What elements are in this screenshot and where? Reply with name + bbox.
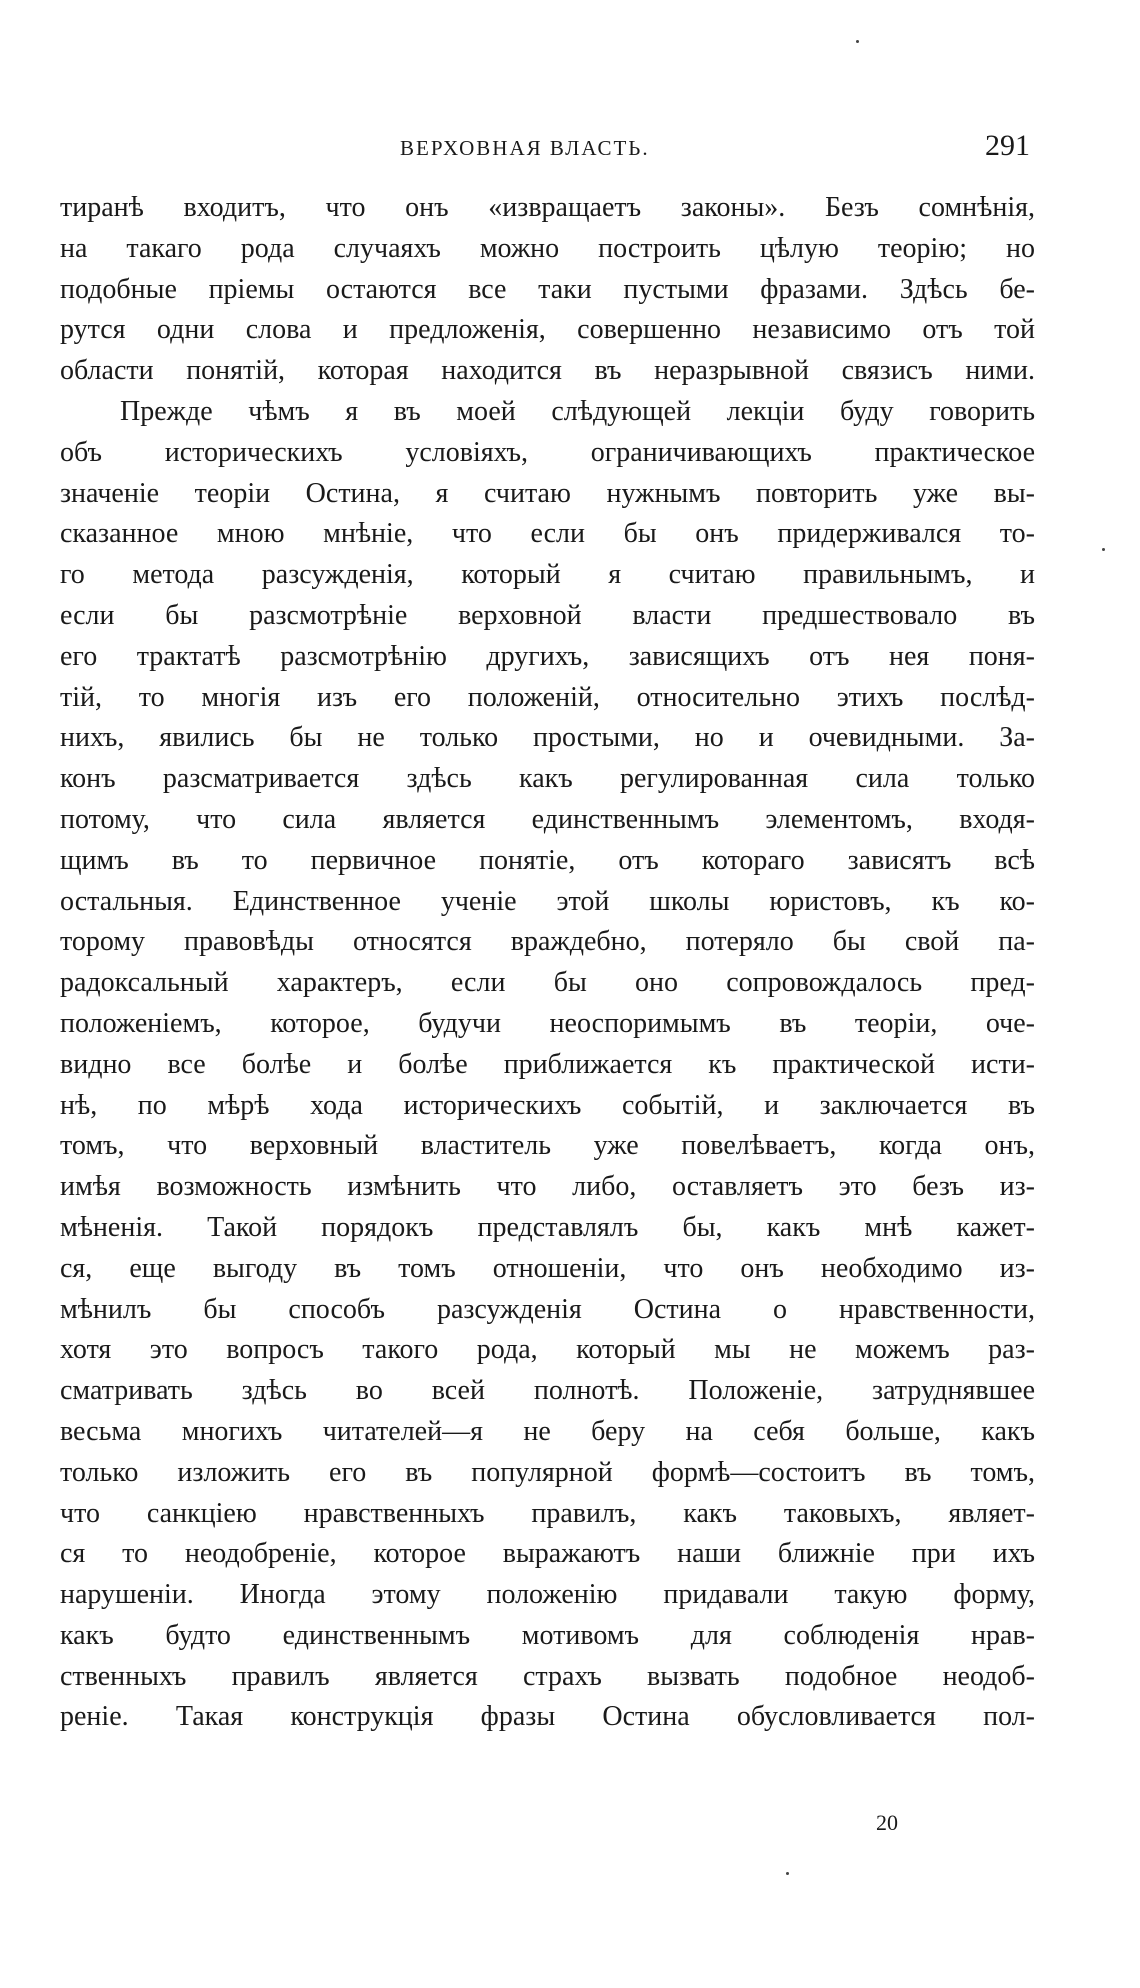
- text-line: нѣ, по мѣрѣ хода историческихъ событій, и заключается въ: [60, 1089, 1035, 1121]
- text-line: на такаго рода случаяхъ можно построить цѣлую теорію; но: [60, 232, 1035, 264]
- text-line: объ историческихъ условіяхъ, ограничивающихъ практическое: [60, 436, 1035, 468]
- text-line: реніе. Такая конструкція фразы Остина обусловливается пол-: [60, 1701, 1035, 1733]
- body-text: [60, 188, 1035, 1738]
- text-line: какъ будто единственнымъ мотивомъ для соблюденія нрав-: [60, 1619, 1035, 1651]
- text-line: мѣнилъ бы способъ разсужденія Остина о нравственности,: [60, 1293, 1035, 1325]
- text-line: рутся одни слова и предложенія, совершенно независимо отъ той: [60, 314, 1035, 346]
- running-head: [60, 128, 1030, 168]
- text-line: видно все болѣе и болѣе приближается къ практической исти-: [60, 1048, 1035, 1080]
- ink-speck: [856, 40, 859, 43]
- text-line: потому, что сила является единственнымъ элементомъ, входя-: [60, 803, 1035, 835]
- text-line: ся то неодобреніе, которое выражаютъ наши ближніе при ихъ: [60, 1538, 1035, 1570]
- paragraph-first-line: Прежде чѣмъ я въ моей слѣдующей лекціи буду говорить: [120, 395, 1035, 427]
- text-line: положеніемъ, которое, будучи неоспоримымъ въ теоріи, оче-: [60, 1007, 1035, 1039]
- text-line: если бы разсмотрѣніе верховной власти предшествовало въ: [60, 599, 1035, 631]
- text-line: конъ разсматривается здѣсь какъ регулированная сила только: [60, 763, 1035, 795]
- text-line: подобные пріемы остаются все таки пустыми фразами. Здѣсь бе-: [60, 273, 1035, 305]
- page-number: 291: [985, 129, 1030, 162]
- text-line: сказанное мною мнѣніе, что если бы онъ придерживался то-: [60, 518, 1035, 550]
- text-line: сматривать здѣсь во всей полнотѣ. Положеніе, затруднявшее: [60, 1375, 1035, 1407]
- text-line: значеніе теоріи Остина, я считаю нужнымъ повторить уже вы-: [60, 477, 1035, 509]
- text-line: тиранѣ входитъ, что онъ «извращаетъ законы». Безъ сомнѣнія,: [60, 192, 1035, 223]
- text-line: тій, то многія изъ его положеній, относительно этихъ послѣд-: [60, 681, 1035, 713]
- text-line: щимъ въ то первичное понятіе, отъ котораго зависятъ всѣ: [60, 844, 1035, 876]
- text-line: мѣненія. Такой порядокъ представлялъ бы, какъ мнѣ кажет-: [60, 1211, 1035, 1243]
- text-line: хотя это вопросъ такого рода, который мы не можемъ раз-: [60, 1334, 1035, 1366]
- text-line: остальныя. Единственное ученіе этой школы юристовъ, къ ко-: [60, 885, 1035, 917]
- text-line: нарушеніи. Иногда этому положенію придавали такую форму,: [60, 1579, 1035, 1611]
- text-line: ся, еще выгоду въ томъ отношеніи, что онъ необходимо из-: [60, 1252, 1035, 1284]
- text-line: что санкціею нравственныхъ правилъ, какъ таковыхъ, являет-: [60, 1497, 1035, 1529]
- text-line: го метода разсужденія, который я считаю правильнымъ, и: [60, 559, 1035, 591]
- text-line: весьма многихъ читателей—я не беру на себя больше, какъ: [60, 1415, 1035, 1447]
- ink-speck: [1102, 548, 1105, 551]
- text-line: имѣя возможность измѣнить что либо, оставляетъ это безъ из-: [60, 1171, 1035, 1203]
- signature-mark: 20: [876, 1810, 898, 1835]
- text-line: нихъ, явились бы не только простыми, но и очевидными. За-: [60, 722, 1035, 754]
- text-line: области понятій, которая находится въ неразрывной связисъ ними.: [60, 355, 1035, 387]
- text-line: ственныхъ правилъ является страхъ вызвать подобное неодоб-: [60, 1660, 1035, 1692]
- ink-speck: [786, 1872, 789, 1875]
- text-line: томъ, что верховный властитель уже повелѣваетъ, когда онъ,: [60, 1130, 1035, 1162]
- text-line: только изложить его въ популярной формѣ—состоитъ въ томъ,: [60, 1456, 1035, 1488]
- running-title: ВЕРХОВНАЯ ВЛАСТЬ.: [400, 136, 650, 160]
- text-line: его трактатѣ разсмотрѣнію другихъ, зависящихъ отъ нея поня-: [60, 640, 1035, 672]
- text-line: радоксальный характеръ, если бы оно сопровождалось пред-: [60, 967, 1035, 999]
- text-line: торому правовѣды относятся враждебно, потеряло бы свой па-: [60, 926, 1035, 958]
